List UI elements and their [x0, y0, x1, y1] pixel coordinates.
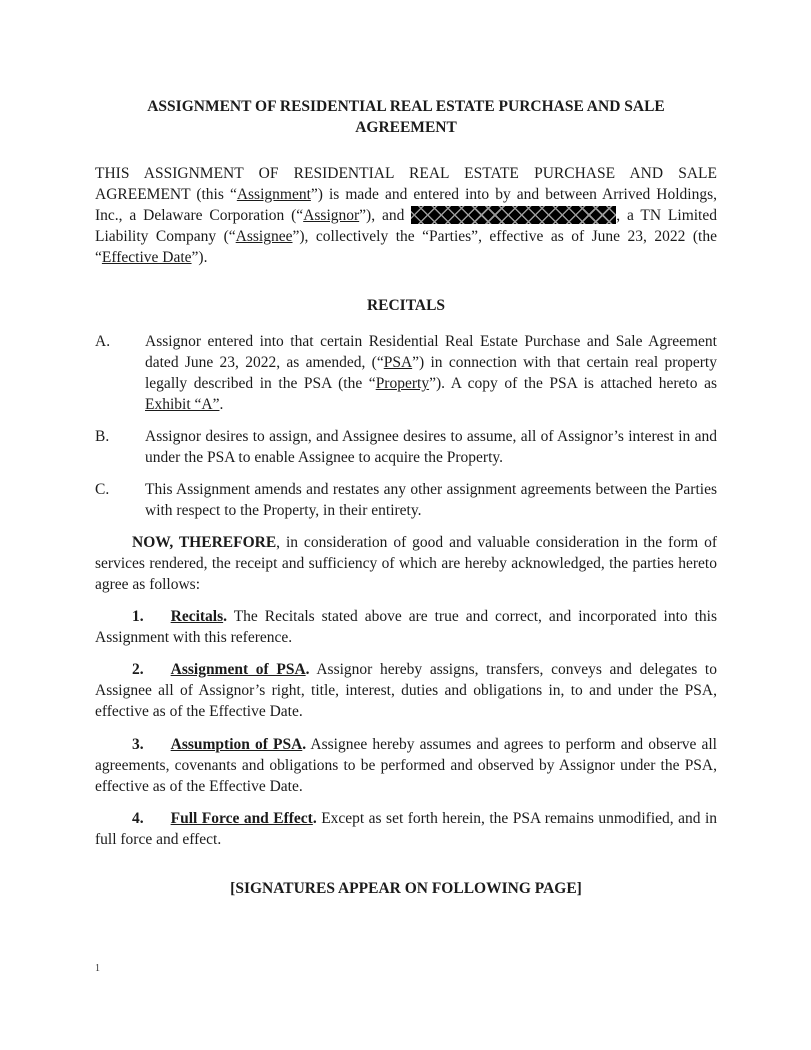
- redaction-block: [411, 206, 616, 224]
- recital-b-text: Assignor desires to assign, and Assignee desires to assume, all of Assignor’s interest in and under the PSA to enable Assignee to acquire the Property.: [145, 428, 717, 466]
- defined-term-assignor: Assignor: [303, 207, 360, 224]
- intro-text-5: ”), collectively the “Parties”, effective as of June 23, 2022 (the “: [95, 228, 717, 266]
- recital-item-b: [95, 426, 717, 468]
- now-therefore-paragraph: [95, 532, 717, 595]
- now-therefore-lead: NOW, THEREFORE: [132, 534, 277, 551]
- section-4-number: 4.: [132, 810, 144, 827]
- recital-label-b: B.: [95, 428, 110, 445]
- section-1-number: 1.: [132, 608, 144, 625]
- section-2-number: 2.: [132, 661, 144, 678]
- signatures-notice-text: SIGNATURES APPEAR ON FOLLOWING PAGE: [235, 880, 577, 897]
- section-4-full-force-and-effect: [95, 808, 717, 850]
- recital-item-c: [95, 479, 717, 521]
- section-1-text: The Recitals stated above are true and correct, and incorporated into this Assignment with this reference.: [95, 608, 717, 646]
- recital-a-text-3: ”). A copy of the PSA is attached hereto as: [429, 375, 717, 392]
- recital-item-a: [95, 331, 717, 415]
- section-2-text: Assignor hereby assigns, transfers, conveys and delegates to Assignee all of Assignor’s right, title, interest, duties and obligations in, to and under the PSA, effective as of the Effective Date.: [95, 661, 717, 720]
- section-1-heading-punct: .: [223, 608, 228, 625]
- section-2-heading-punct: .: [305, 661, 310, 678]
- signatures-notice-open-bracket: [: [230, 880, 236, 897]
- signatures-notice-close-bracket: ]: [576, 880, 582, 897]
- section-3-heading: Assumption of PSA: [170, 736, 303, 753]
- defined-term-effective-date: Effective Date: [101, 249, 192, 266]
- recital-label-a: A.: [95, 333, 111, 350]
- section-4-heading-punct: .: [312, 810, 317, 827]
- recital-label-c: C.: [95, 481, 110, 498]
- document-title: ASSIGNMENT OF RESIDENTIAL REAL ESTATE PURCHASE AND SALE AGREEMENT: [147, 98, 665, 136]
- section-4-heading: Full Force and Effect: [170, 810, 313, 827]
- intro-paragraph: [95, 163, 717, 268]
- exhibit-a-reference: Exhibit “A”: [145, 396, 220, 413]
- recital-c-text: This Assignment amends and restates any other assignment agreements between the Parties with respect to the Property, in their entirety.: [145, 481, 717, 519]
- section-4-text: Except as set forth herein, the PSA remains unmodified, and in full force and effect.: [95, 810, 718, 848]
- section-1-recitals: [95, 606, 717, 648]
- intro-text-1: THIS ASSIGNMENT OF RESIDENTIAL REAL ESTATE PURCHASE AND SALE AGREEMENT (this “: [95, 165, 717, 203]
- intro-text-6: ”).: [191, 249, 208, 266]
- intro-text-2: ”) is made and entered into by and between Arrived Holdings, Inc., a Delaware Corporation (“: [95, 186, 717, 224]
- page-number: 1: [95, 963, 100, 974]
- defined-term-property: Property: [375, 375, 430, 392]
- section-3-text: Assignee hereby assumes and agrees to perform and observe all agreements, covenants and obligations to be performed and observed by Assignor under the PSA, effective as of the Effective Date.: [95, 736, 717, 795]
- section-2-heading: Assignment of PSA: [170, 661, 306, 678]
- recitals-heading: RECITALS: [366, 297, 446, 314]
- now-therefore-text: , in consideration of good and valuable consideration in the form of services rendered, the receipt and sufficiency of which are hereby acknowledged, the parties hereto agree as follows:: [95, 534, 718, 593]
- intro-text-3: ”), and: [359, 207, 412, 224]
- section-3-assumption-of-psa: [95, 734, 717, 797]
- defined-term-assignee: Assignee: [235, 228, 293, 245]
- recital-a-text-4: .: [219, 396, 224, 413]
- recital-a-text-1: Assignor entered into that certain Residential Real Estate Purchase and Sale Agreement dated June 23, 2022, as amended, (“: [145, 333, 717, 371]
- recital-a-text-2: ”) in connection with that certain real property legally described in the PSA (the “: [145, 354, 717, 392]
- signatures-notice: [95, 878, 717, 899]
- section-1-heading: Recitals: [170, 608, 224, 625]
- intro-text-4: , a TN Limited Liability Company (“: [95, 207, 717, 245]
- section-3-heading-punct: .: [302, 736, 307, 753]
- section-3-number: 3.: [132, 736, 144, 753]
- defined-term-assignment: Assignment: [236, 186, 311, 203]
- section-2-assignment-of-psa: [95, 659, 717, 722]
- defined-term-psa: PSA: [383, 354, 413, 371]
